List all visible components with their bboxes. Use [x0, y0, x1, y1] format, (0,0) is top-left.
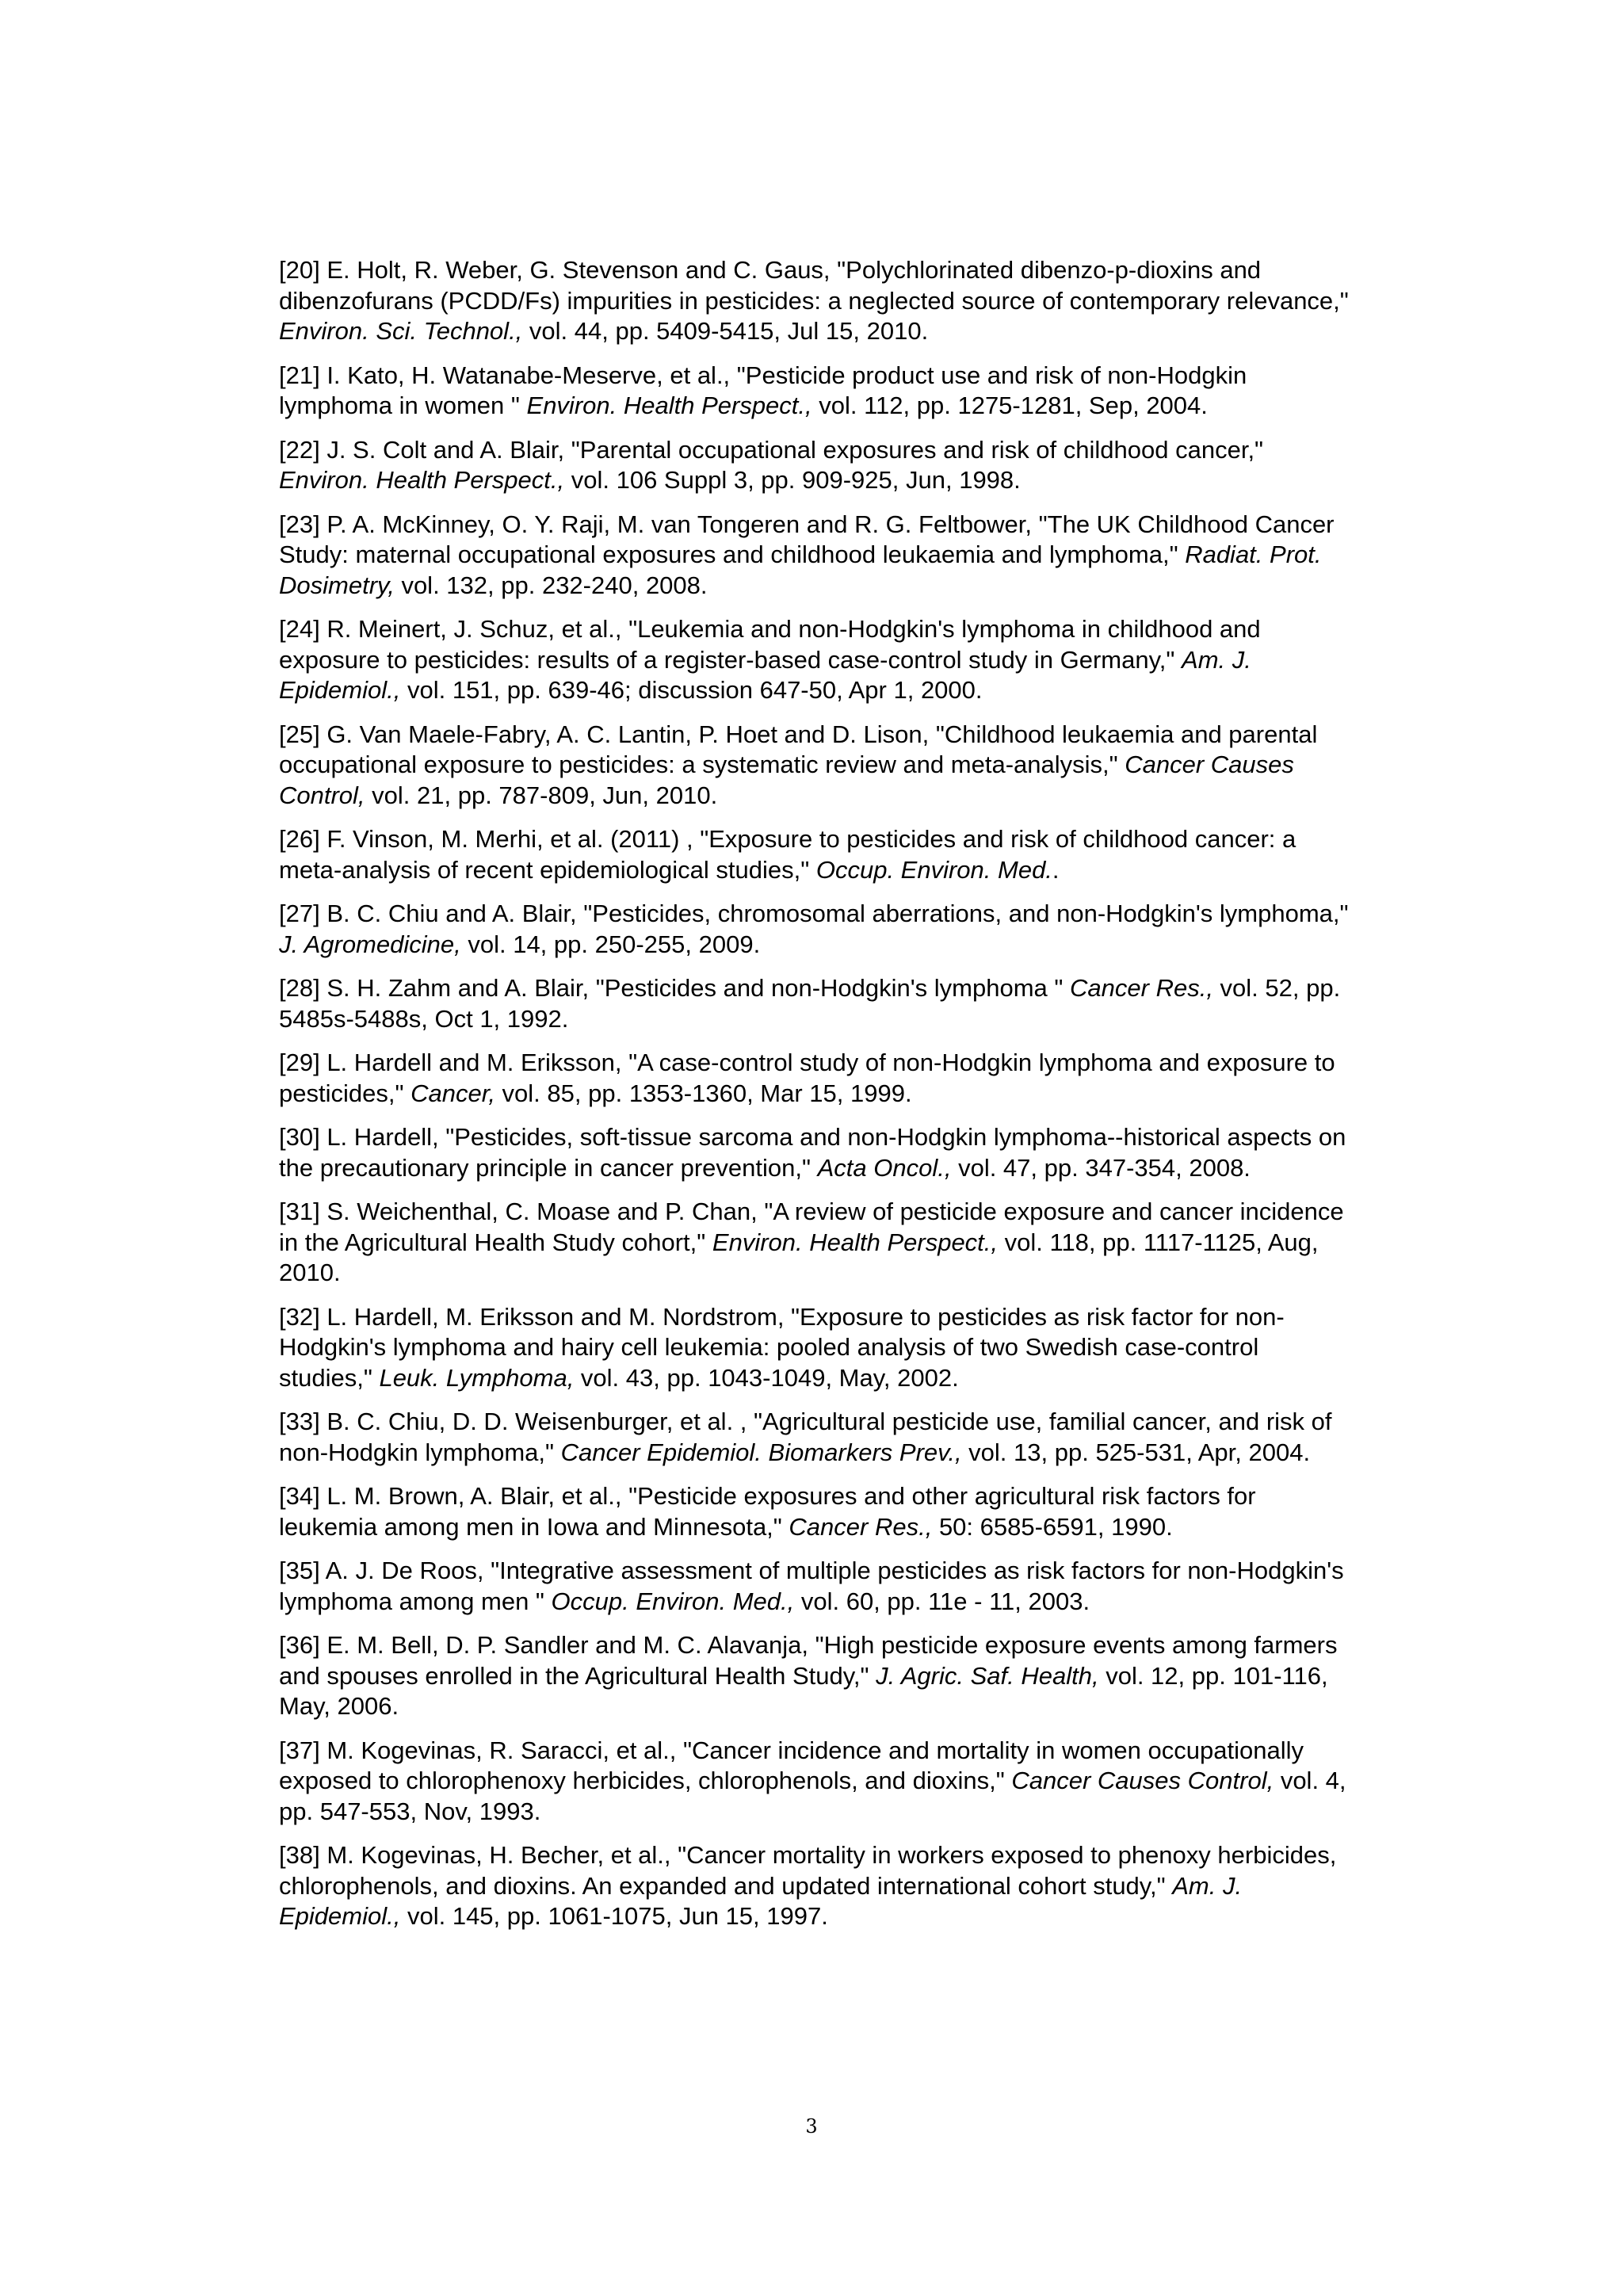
reference-item	[279, 1048, 1357, 1109]
reference-item	[279, 1302, 1357, 1394]
reference-text: [34] L. M. Brown, A. Blair, et al., "Pesticide exposures and other agricultural risk factors for leukemia among men in Iowa and Minnesota,"	[279, 1482, 1256, 1541]
reference-text: [29] L. Hardell and M. Eriksson, "A case-control study of non-Hodgkin lymphoma and exposure to pesticides,"	[279, 1049, 1335, 1107]
reference-text: [22] J. S. Colt and A. Blair, "Parental occupational exposures and risk of childhood cancer,"	[279, 435, 1264, 464]
reference-item	[279, 824, 1357, 885]
journal-name: Am. J. Epidemiol.,	[279, 645, 1251, 704]
reference-text: [25] G. Van Maele-Fabry, A. C. Lantin, P. Hoet and D. Lison, "Childhood leukaemia and parental occupational exposure to pesticides: a systematic review and meta-analysis,"	[279, 720, 1318, 778]
journal-name: J. Agric. Saf. Health,	[876, 1661, 1099, 1690]
journal-name: Cancer Epidemiol. Biomarkers Prev.,	[560, 1438, 962, 1466]
reference-text: [20] E. Holt, R. Weber, G. Stevenson and C. Gaus, "Polychlorinated dibenzo-p-dioxins and dibenzofurans (PCDD/Fs) impurities in pesticides: a neglected source of contemporary relevance,"	[279, 256, 1349, 315]
journal-name: Environ. Health Perspect.,	[712, 1228, 999, 1256]
reference-text: [36] E. M. Bell, D. P. Sandler and M. C. Alavanja, "High pesticide exposure events among farmers and spouses enrolled in the Agricultural Health Study,"	[279, 1631, 1338, 1690]
reference-details: vol. 112, pp. 1275-1281, Sep, 2004.	[812, 392, 1208, 419]
journal-name: Occup. Environ. Med.,	[551, 1587, 795, 1615]
reference-details: vol. 4, pp. 547-553, Nov, 1993.	[279, 1767, 1346, 1825]
reference-text: [24] R. Meinert, J. Schuz, et al., "Leukemia and non-Hodgkin's lymphoma in childhood and exposure to pesticides: results of a register-based case-control study in Germany,"	[279, 615, 1261, 674]
journal-name: Cancer,	[411, 1079, 495, 1107]
reference-text: [33] B. C. Chiu, D. D. Weisenburger, et al. , "Agricultural pesticide use, familial cancer, and risk of non-Hodgkin lymphoma,"	[279, 1408, 1332, 1466]
reference-details: 50: 6585-6591, 1990.	[932, 1512, 1173, 1541]
reference-details: .	[1052, 855, 1060, 884]
journal-name: Cancer Causes Control,	[1011, 1767, 1274, 1794]
reference-list	[279, 255, 1357, 1946]
reference-details: vol. 118, pp. 1117-1125, Aug, 2010.	[279, 1228, 1319, 1286]
reference-details: vol. 60, pp. 11e - 11, 2003.	[794, 1587, 1090, 1615]
reference-item	[279, 899, 1357, 960]
journal-name: Leuk. Lymphoma,	[379, 1363, 575, 1392]
reference-details: vol. 13, pp. 525-531, Apr, 2004.	[961, 1438, 1311, 1466]
journal-name: Am. J. Epidemiol.,	[279, 1871, 1243, 1930]
journal-name: Environ. Health Perspect.,	[526, 392, 812, 419]
reference-item	[279, 255, 1357, 347]
reference-item	[279, 1407, 1357, 1468]
reference-text: [32] L. Hardell, M. Eriksson and M. Nordstrom, "Exposure to pesticides as risk factor for non-Hodgkin's lymphoma and hairy cell leukemia: pooled analysis of two Swedish case-control studies,"	[279, 1302, 1285, 1392]
reference-details: vol. 47, pp. 347-354, 2008.	[951, 1153, 1251, 1182]
reference-text: [28] S. H. Zahm and A. Blair, "Pesticides and non-Hodgkin's lymphoma "	[279, 974, 1071, 1002]
reference-text: [23] P. A. McKinney, O. Y. Raji, M. van Tongeren and R. G. Feltbower, "The UK Childhood Cancer Study: maternal occupational exposures and childhood leukaemia and lymphoma,"	[279, 510, 1335, 568]
reference-text: [37] M. Kogevinas, R. Saracci, et al., "Cancer incidence and mortality in women occupationally exposed to chlorophenoxy herbicides, chlorophenols, and dioxins,"	[279, 1736, 1304, 1794]
reference-text: [31] S. Weichenthal, C. Moase and P. Chan, "A review of pesticide exposure and cancer incidence in the Agricultural Health Study cohort,"	[279, 1198, 1344, 1256]
reference-details: vol. 85, pp. 1353-1360, Mar 15, 1999.	[495, 1079, 912, 1107]
reference-text: [26] F. Vinson, M. Merhi, et al. (2011) , "Exposure to pesticides and risk of childhood cancer: a meta-analysis of recent epidemiological studies,"	[279, 825, 1296, 884]
reference-item	[279, 973, 1357, 1034]
reference-details: vol. 43, pp. 1043-1049, May, 2002.	[574, 1363, 959, 1392]
journal-name: Radiat. Prot. Dosimetry,	[279, 541, 1322, 599]
reference-details: vol. 14, pp. 250-255, 2009.	[460, 930, 761, 958]
reference-item	[279, 1736, 1357, 1828]
reference-item	[279, 1556, 1357, 1617]
journal-name: Environ. Health Perspect.,	[279, 466, 565, 494]
journal-name: Cancer Causes Control,	[279, 751, 1294, 809]
reference-text: [35] A. J. De Roos, "Integrative assessment of multiple pesticides as risk factors for non-Hodgkin's lymphoma among men "	[279, 1557, 1344, 1615]
reference-item	[279, 1197, 1357, 1289]
reference-text: [21] I. Kato, H. Watanabe-Meserve, et al., "Pesticide product use and risk of non-Hodgkin lymphoma in women "	[279, 361, 1247, 419]
reference-details: vol. 52, pp. 5485s-5488s, Oct 1, 1992.	[279, 974, 1341, 1033]
reference-details: vol. 12, pp. 101-116, May, 2006.	[279, 1661, 1328, 1720]
reference-details: vol. 106 Suppl 3, pp. 909-925, Jun, 1998.	[564, 466, 1021, 494]
reference-details: vol. 151, pp. 639-46; discussion 647-50, Apr 1, 2000.	[400, 676, 983, 704]
reference-item	[279, 435, 1357, 496]
page-number: 3	[805, 2115, 818, 2137]
reference-item	[279, 614, 1357, 706]
reference-item	[279, 510, 1357, 602]
reference-details: vol. 132, pp. 232-240, 2008.	[394, 571, 708, 599]
journal-name: J. Agromedicine,	[279, 930, 461, 958]
reference-details: vol. 44, pp. 5409-5415, Jul 15, 2010.	[522, 317, 929, 345]
reference-text: [27] B. C. Chiu and A. Blair, "Pesticides, chromosomal aberrations, and non-Hodgkin's lymphoma,"	[279, 900, 1349, 927]
journal-name: Acta Oncol.,	[817, 1153, 952, 1182]
reference-details: vol. 21, pp. 787-809, Jun, 2010.	[365, 781, 718, 809]
journal-name: Cancer Res.,	[1070, 974, 1213, 1002]
reference-item	[279, 361, 1357, 422]
reference-text: [30] L. Hardell, "Pesticides, soft-tissue sarcoma and non-Hodgkin lymphoma--historical aspects on the precautionary principle in cancer prevention,"	[279, 1123, 1346, 1182]
reference-item	[279, 1840, 1357, 1932]
reference-item	[279, 1122, 1357, 1183]
reference-item	[279, 1481, 1357, 1542]
journal-name: Cancer Res.,	[789, 1512, 933, 1541]
journal-name: Occup. Environ. Med.	[815, 855, 1052, 884]
journal-name: Environ. Sci. Technol.,	[279, 317, 523, 345]
reference-item	[279, 720, 1357, 812]
reference-item	[279, 1630, 1357, 1722]
reference-text: [38] M. Kogevinas, H. Becher, et al., "Cancer mortality in workers exposed to phenoxy herbicides, chlorophenols, and dioxins. An expanded and updated international cohort study,"	[279, 1841, 1337, 1900]
reference-details: vol. 145, pp. 1061-1075, Jun 15, 1997.	[400, 1902, 828, 1930]
